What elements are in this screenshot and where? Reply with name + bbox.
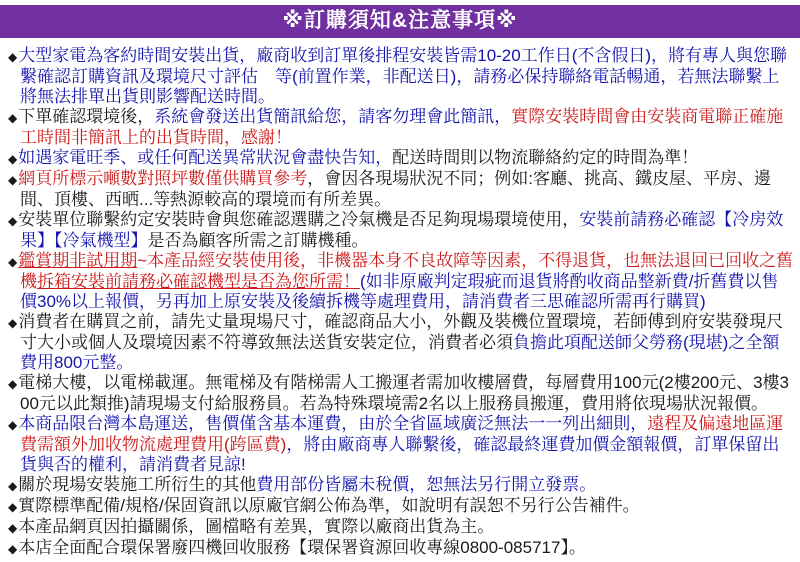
notice-item <box>8 169 794 210</box>
notice-text-segment: ，將由廠商專人聯繫後，確認最終運費加價金額報價，訂單保留出貨與否的權利，請消費者見諒! <box>20 435 780 474</box>
notice-item <box>8 312 794 373</box>
notice-item <box>8 107 794 148</box>
bullet-diamond-icon: ◆ <box>8 418 18 432</box>
bullet-diamond-icon: ◆ <box>8 173 18 187</box>
notice-text-segment: 負擔此項配送師父勞務(現堪)之全額費用800元整。 <box>20 333 780 372</box>
notice-item <box>8 148 794 169</box>
bullet-diamond-icon: ◆ <box>8 111 18 125</box>
notice-text-segment: 本商品限台灣本島運送，售價僅含基本運費，由於全省區域廣泛無法一一列出細則， <box>18 414 648 433</box>
notice-text-segment: 如遇家電旺季、或任何配送異常狀況會盡快告知， <box>18 148 393 167</box>
notice-text-segment: 費用部份皆屬未稅價，恕無法另行開立發票。 <box>256 475 597 494</box>
notice-text-segment: 下單確認環境後， <box>18 107 155 126</box>
notice-text-segment: 拆箱安裝前請務必確認機型是否為您所需！ <box>37 272 360 291</box>
notice-text-segment: 實際標準配備/規格/保固資訊以原廠官網公佈為準，如說明有誤恕不另行公告補件。 <box>18 496 640 515</box>
bullet-diamond-icon: ◆ <box>8 152 18 166</box>
notice-item <box>8 373 794 414</box>
notice-text-segment: 安裝前請務必確認【冷房效果】【冷氣機型】 <box>20 210 784 250</box>
notice-text-segment: ，會因各現場狀況不同；例如:客廳、挑高、鐵皮屋、平房、邊間、頂樓、西晒...等熱源較高的環境而有所差異。 <box>20 169 771 209</box>
notice-item <box>8 517 794 538</box>
bullet-diamond-icon: ◆ <box>8 377 18 391</box>
notice-text-segment: 配送時間則以物流聯絡約定的時間為準！ <box>392 148 699 167</box>
bullet-diamond-icon: ◆ <box>8 255 18 269</box>
notice-text-segment: 是否為顧客所需之訂購機種。 <box>147 231 369 250</box>
notice-item <box>8 538 794 559</box>
notice-text-segment: 消費者在購買之前，請先丈量現場尺寸，確認商品大小，外觀及裝機位置環境，若師傅到府安裝發現尺寸大小或個人及環境因素不符導致無法送貨安裝定位，消費者必須 <box>18 312 784 352</box>
notice-text-segment: 本產品網頁因拍攝關係，圖檔略有差異，實際以廠商出貨為主。 <box>18 517 495 536</box>
notice-item <box>8 251 794 312</box>
notice-item <box>8 414 794 475</box>
page-title: ※訂購須知&注意事項※ <box>282 9 518 32</box>
notice-header <box>0 5 800 38</box>
bullet-diamond-icon: ◆ <box>8 542 18 556</box>
bullet-diamond-icon: ◆ <box>8 316 18 330</box>
notice-text-segment: (如非原廠判定瑕疵而退貨將酌收商品整新費/折舊費以售價30%以上報價，另再加上原安裝及後續拆機等處理費用，請消費者三思確認所需再行購買) <box>20 272 779 311</box>
bullet-diamond-icon: ◆ <box>8 479 18 493</box>
bullet-diamond-icon: ◆ <box>8 521 18 535</box>
notice-text-segment: 遠程及偏遠地區運費需額外加收物流處理費用(跨區費) <box>20 414 784 454</box>
notice-text-segment: 網頁所標示噸數對照坪數僅供購買參考 <box>18 169 308 188</box>
notice-text-segment: 實際安裝時間會由安裝商電聯正確施工時間非簡訊上的出貨時間，感謝！ <box>20 107 784 147</box>
notice-item <box>8 46 794 107</box>
notice-text-segment: 鑑賞期非試用期 <box>18 251 138 270</box>
notice-text-segment: 安裝單位聯繫約定安裝時會與您確認選購之冷氣機是否足夠現場環境使用， <box>18 210 580 229</box>
notice-text-segment: 關於現場安裝施工所衍生的其他 <box>18 475 257 494</box>
notice-text-segment: 本店全面配合環保署廢四機回收服務【環保署資源回收專線0800-085717】。 <box>18 538 586 557</box>
bullet-diamond-icon: ◆ <box>8 50 18 64</box>
notice-list <box>0 43 800 559</box>
notice-text-segment: 大型家電為客約時間安裝出貨，廠商收到訂單後排程安裝皆需10-20工作日(不含假日)，將有專人與您聯繫確認訂購資訊及環境尺寸評估 等(前置作業，非配送日)，請務必保持聯絡電話暢通，若無法聯繫上 將無法排單出貨則影響配送時間。 <box>18 46 788 106</box>
notice-text-segment: 系統會發送出貨簡訊給您，請客勿理會此簡訊， <box>154 107 512 126</box>
notice-item <box>8 475 794 496</box>
notice-text-segment: ~本產品經安裝使用後，非機器本身不良故障等因素，不得退貨，也無法退回已回收之舊機 <box>20 251 794 291</box>
notice-text-segment: 電梯大樓，以電梯載運。無電梯及有階梯需人工搬運者需加收樓層費，每層費用100元(2樓200元、3樓300元以此類推)請現場支付給服務員。若為特殊環境需2名以上服務員搬運，費用將依現場狀況報價。 <box>18 373 789 413</box>
notice-item <box>8 496 794 517</box>
notice-item <box>8 210 794 251</box>
bullet-diamond-icon: ◆ <box>8 500 18 514</box>
bullet-diamond-icon: ◆ <box>8 214 18 228</box>
